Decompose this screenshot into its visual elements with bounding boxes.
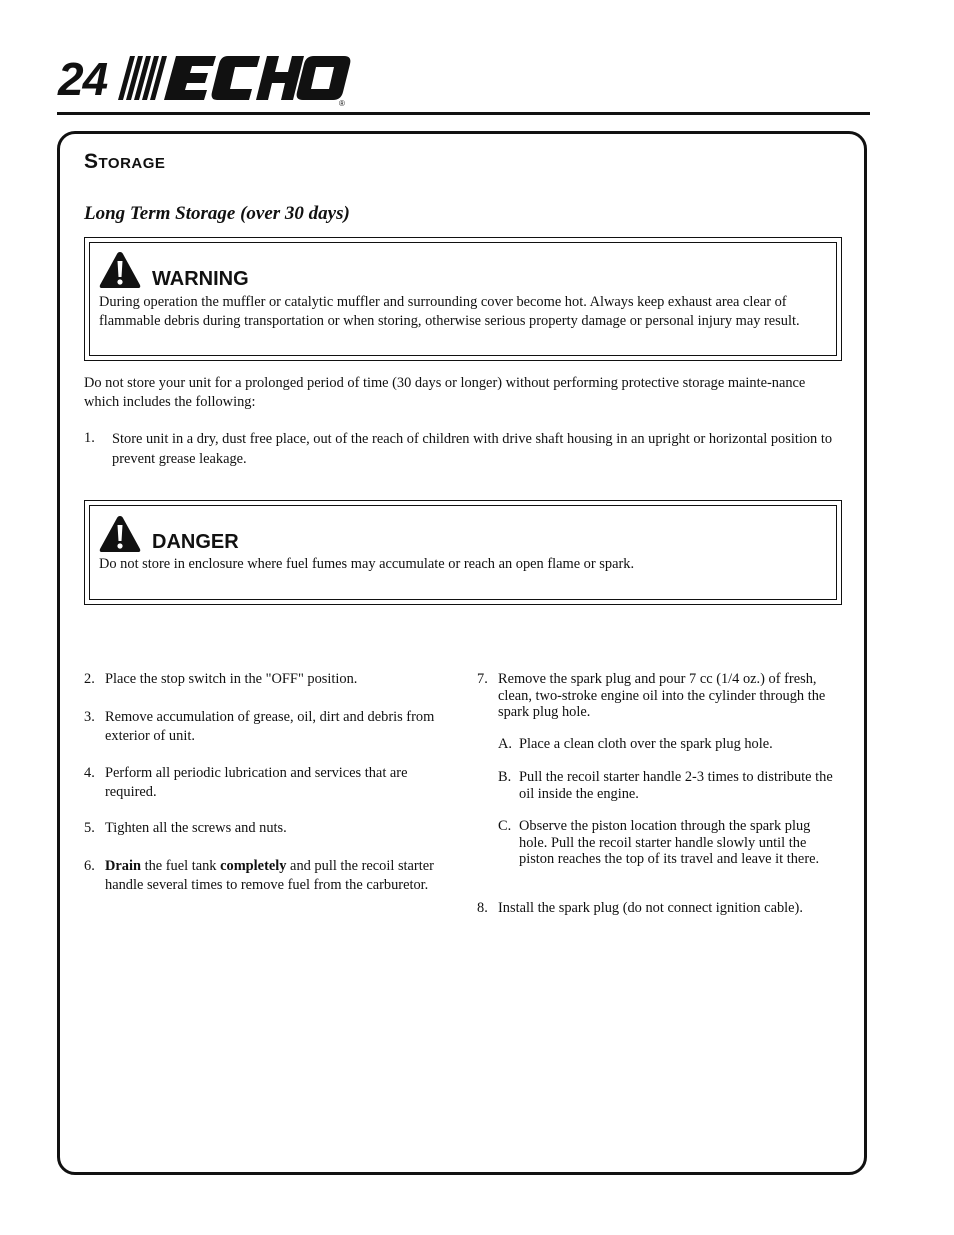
step-5 bbox=[84, 820, 439, 838]
header-rule bbox=[57, 112, 870, 115]
emphasis-drain: Drain bbox=[105, 858, 141, 874]
danger-triangle-icon bbox=[98, 514, 142, 554]
step-number: 8. bbox=[477, 900, 488, 916]
substep-text: Place a clean cloth over the spark plug hole. bbox=[519, 736, 773, 752]
step-text: Store unit in a dry, dust free place, out of the reach of children with drive shaft housing in an upright or horizontal position to prevent grease leakage. bbox=[112, 431, 833, 467]
step-text-part: the fuel tank bbox=[140, 858, 221, 874]
step-text: Remove accumulation of grease, oil, dirt and debris from exterior of unit. bbox=[105, 709, 435, 744]
step-number: 2. bbox=[84, 671, 95, 687]
substep-b bbox=[498, 769, 840, 802]
substep-letter: A. bbox=[498, 736, 512, 752]
page-header bbox=[0, 0, 954, 120]
page-number: 24 bbox=[58, 53, 108, 105]
step-text: Install the spark plug (do not connect ignition cable). bbox=[498, 900, 803, 916]
substep-letter: B. bbox=[498, 769, 512, 785]
step-3 bbox=[84, 708, 439, 746]
danger-label: DANGER bbox=[152, 531, 239, 553]
step-text: Remove the spark plug and pour 7 cc (1/4 oz.) of fresh, clean, two-stroke engine oil into the cylinder through the spark plug hole. bbox=[498, 671, 826, 720]
registered-mark: ® bbox=[339, 99, 345, 108]
step-7 bbox=[477, 671, 839, 721]
emphasis-completely: completely bbox=[220, 858, 287, 874]
section-subtitle: Long Term Storage (over 30 days) bbox=[84, 203, 350, 224]
step-text bbox=[105, 857, 439, 894]
substep-letter: C. bbox=[498, 818, 512, 834]
step-4 bbox=[84, 764, 439, 802]
step-number: 1. bbox=[84, 430, 95, 446]
warning-text: During operation the muffler or catalytic muffler and surrounding cover become hot. Always keep exhaust area clear of flammable debris during transportation or when storing, otherwise serious property damage or personal injury may result. bbox=[99, 294, 800, 329]
warning-triangle-icon bbox=[98, 250, 142, 290]
step-number: 4. bbox=[84, 765, 95, 781]
step-text: Perform all periodic lubrication and services that are required. bbox=[105, 765, 408, 800]
step-number: 3. bbox=[84, 709, 95, 725]
intro-paragraph: Do not store your unit for a prolonged period of time (30 days or longer) without performing protective storage mainte-nance which includes the following: bbox=[84, 375, 806, 410]
warning-label: WARNING bbox=[152, 268, 249, 290]
step-number: 5. bbox=[84, 820, 95, 836]
step-text: Tighten all the screws and nuts. bbox=[105, 820, 287, 836]
danger-text: Do not store in enclosure where fuel fumes may accumulate or reach an open flame or spark. bbox=[99, 556, 635, 572]
substep-text: Observe the piston location through the spark plug hole. Pull the recoil starter handle slowly until the piston reaches the top of its travel and leave it there. bbox=[519, 818, 820, 867]
step-1 bbox=[84, 430, 844, 469]
section-title: Storage bbox=[84, 150, 166, 173]
step-number: 7. bbox=[477, 671, 488, 687]
warning-box bbox=[84, 237, 842, 361]
step-text-part: and pull the recoil starter handle several times to remove fuel from the carburetor. bbox=[105, 858, 434, 893]
danger-box bbox=[84, 500, 842, 605]
step-6 bbox=[84, 857, 439, 894]
echo-logo bbox=[118, 52, 353, 108]
step-8 bbox=[477, 900, 849, 918]
substep-text: Pull the recoil starter handle 2-3 times to distribute the oil inside the engine. bbox=[519, 769, 833, 802]
substep-a bbox=[498, 736, 840, 753]
step-text: Place the stop switch in the "OFF" position. bbox=[105, 671, 358, 687]
step-number: 6. bbox=[84, 858, 95, 874]
substep-c bbox=[498, 818, 840, 868]
step-2 bbox=[84, 671, 439, 689]
